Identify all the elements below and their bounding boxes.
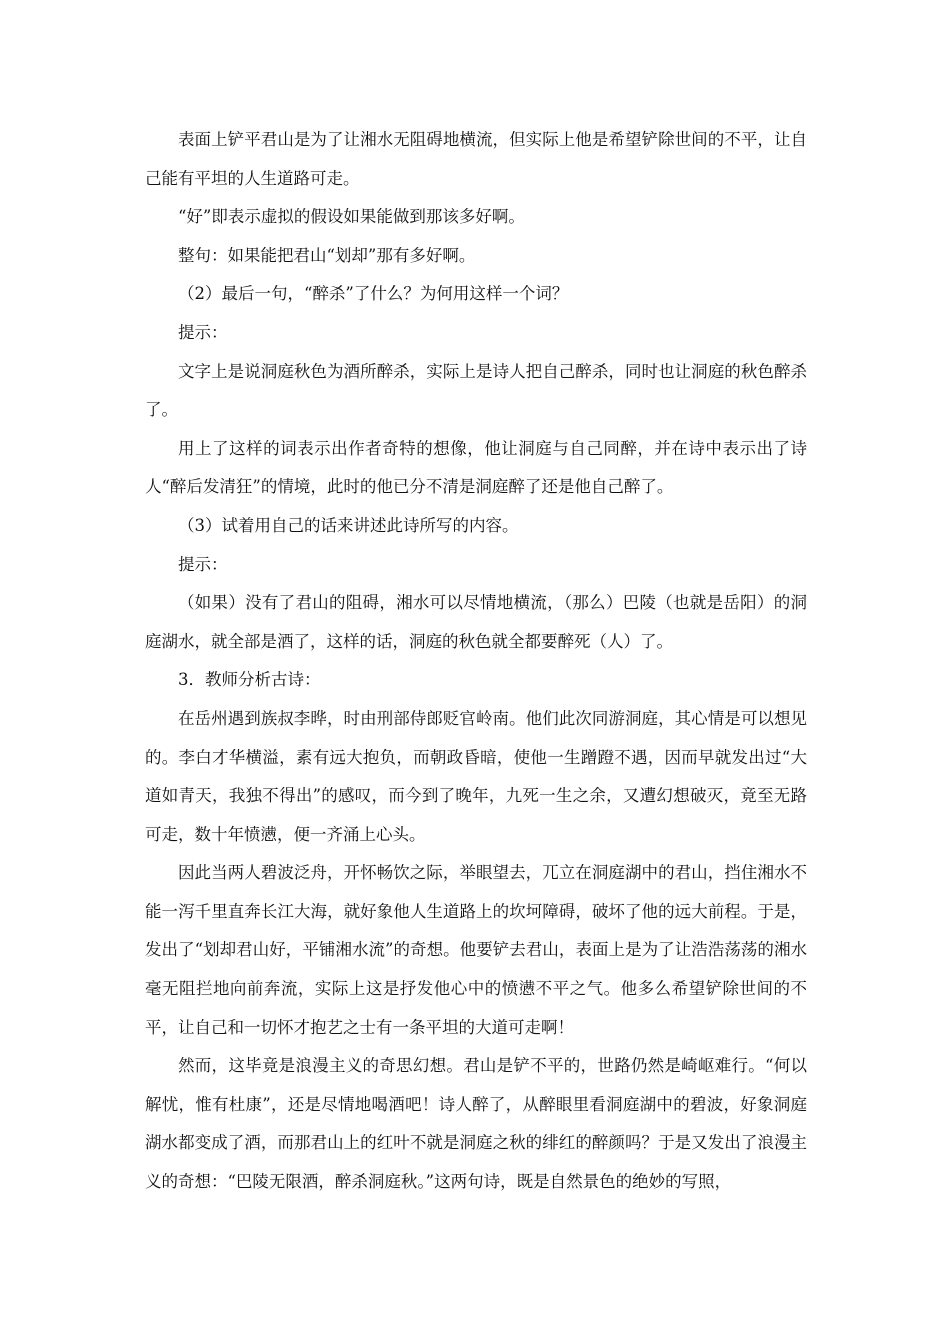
paragraph: 然而，这毕竟是浪漫主义的奇思幻想。君山是铲不平的，世路仍然是崎岖难行。“何以解忧，惟有杜康”，还是尽情地喝酒吧！诗人醉了，从醉眼里看洞庭湖中的碧波，好象洞庭湖水都变成了酒，而那君山上的红叶不就是洞庭之秋的绯红的醉颜吗？于是又发出了浪漫主义的奇想：“巴陵无限酒，醉杀洞庭秋。”这两句诗，既是自然景色的绝妙的写照， — [145, 1056, 807, 1192]
paragraph: “好”即表示虚拟的假设如果能做到那该多好啊。 — [178, 207, 525, 227]
document-body — [145, 121, 807, 1202]
paragraph: 整句：如果能把君山“划却”那有多好啊。 — [178, 245, 476, 265]
paragraph: （如果）没有了君山的阻碍，湘水可以尽情地横流，（那么）巴陵（也就是岳阳）的洞庭湖水，就全部是酒了，这样的话，洞庭的秋色就全都要醉死（人）了。 — [145, 593, 807, 651]
paragraph: 因此当两人碧波泛舟，开怀畅饮之际，举眼望去，兀立在洞庭湖中的君山，挡住湘水不能一泻千里直奔长江大海，就好象他人生道路上的坎坷障碍，破坏了他的远大前程。于是，发出了“划却君山好，平铺湘水流”的奇想。他要铲去君山，表面上是为了让浩浩荡荡的湘水毫无阻拦地向前奔流，实际上这是抒发他心中的愤懑不平之气。他多么希望铲除世间的不平，让自己和一切怀才抱艺之士有一条平坦的大道可走啊！ — [145, 863, 807, 1037]
paragraph: 表面上铲平君山是为了让湘水无阻碍地横流，但实际上他是希望铲除世间的不平，让自己能有平坦的人生道路可走。 — [145, 130, 807, 188]
section-heading: 3．教师分析古诗： — [178, 670, 321, 690]
paragraph: 文字上是说洞庭秋色为酒所醉杀，实际上是诗人把自己醉杀，同时也让洞庭的秋色醉杀了。 — [145, 361, 807, 420]
hint-label: 提示： — [178, 322, 228, 342]
question-heading: （3）试着用自己的话来讲述此诗所写的内容。 — [178, 515, 519, 535]
paragraph: 在岳州遇到族叔李晔，时由刑部侍郎贬官岭南。他们此次同游洞庭，其心情是可以想见的。李白才华横溢，素有远大抱负，而朝政昏暗，使他一生蹭蹬不遇，因而早就发出过“大道如青天，我独不得出”的感叹，而今到了晚年，九死一生之余，又遭幻想破灭，竟至无路可走，数十年愤懑，便一齐涌上心头。 — [145, 708, 807, 844]
hint-label: 提示： — [178, 554, 228, 574]
question-heading: （2）最后一句，“醉杀”了什么？为何用这样一个词？ — [178, 284, 569, 304]
paragraph: 用上了这样的词表示出作者奇特的想像，他让洞庭与自己同醉，并在诗中表示出了诗人“醉后发清狂”的情境，此时的他已分不清是洞庭醉了还是他自己醉了。 — [145, 438, 807, 497]
